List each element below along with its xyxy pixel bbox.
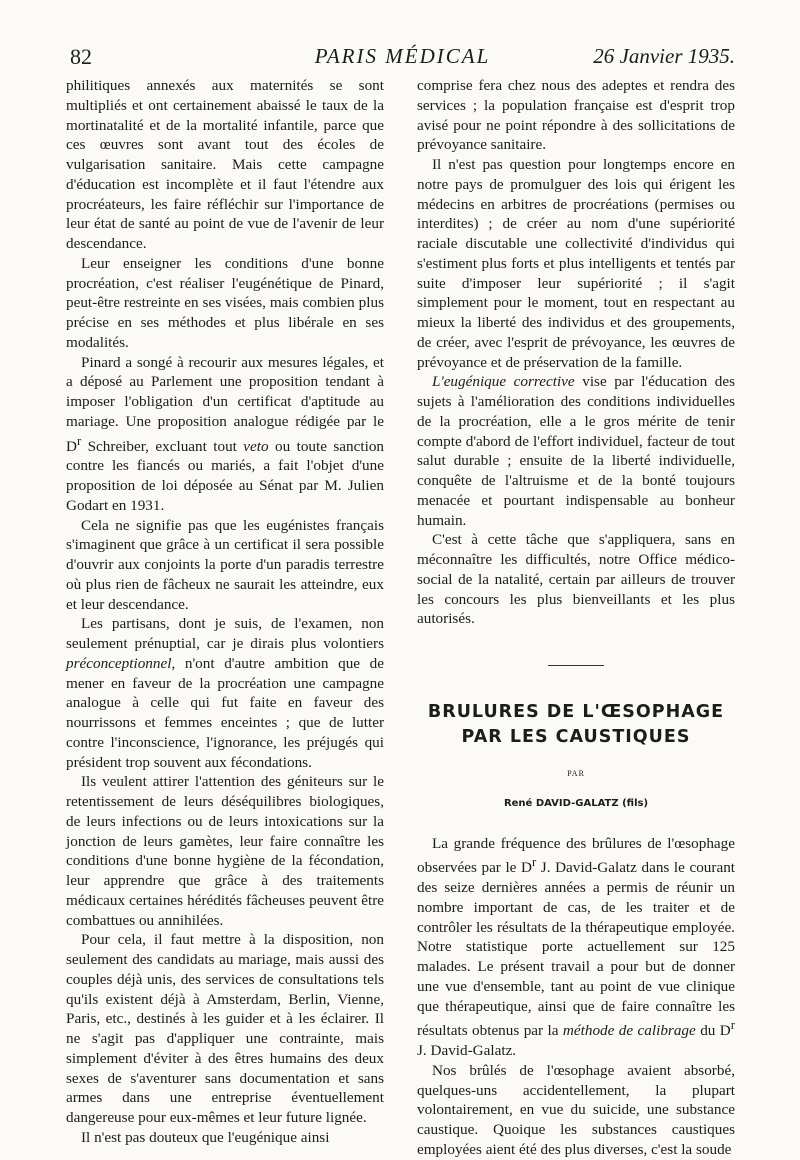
italic-term: préconceptionnel <box>66 654 172 672</box>
article-author: René DAVID-GALATZ (fils) <box>503 797 649 809</box>
italic-term: veto <box>243 437 269 455</box>
byline-par: PAR <box>567 769 585 778</box>
text-run: ou toute sanction contre les fiancés ou mariés, a fait l'objet d'une proposition de loi déposée au Sénat par M. Julien Godart en 1931. <box>66 437 385 514</box>
paragraph: philitiques annexés aux maternités se sont multipliés et ont certainement abaissé le taux de la mortinatalité et de la mortalité infantile, parce que ces œuvres sont avant tout des écoles de vulgarisation sanitaire. Mais cette campagne d'éducation est incomplète et il faut l'étendre aux procréateurs, les faire réfléchir sur l'importance de leur état de santé au point de vue de l'avenir de leur descendance. <box>66 77 384 252</box>
paragraph <box>417 372 735 530</box>
article-title-line: PAR LES CAUSTIQUES <box>461 727 691 747</box>
italic-term: L'eugénique corrective <box>432 373 575 391</box>
text-run: vise par l'éducation des sujets à l'amélioration des conditions individuelles de la procréation, elle a le gros mérite de tenir compte d'abord de l'effort individuel, facteur de tout salut durable ; ensuite de la liberté individuelle, conquête de l'altruisme et de la bonté toujours menacée et pourtant indispensable au bonheur humain. <box>417 373 735 529</box>
text-run: du D <box>695 1022 731 1040</box>
article-title <box>417 700 735 750</box>
section-divider <box>548 665 604 666</box>
text-run: La grande fréquence des brûlures de l'œsophage observées par le D <box>417 834 735 877</box>
text-run: Schreiber, excluant tout <box>81 437 244 455</box>
paragraph: Cela ne signifie pas que les eugénistes français s'imaginent que grâce à un certificat il sera possible d'ouvrir aux conjoints la porte d'un paradis terrestre où plus rien de fâcheux ne saurait les atteindre, eux et leur descendance. <box>66 516 384 613</box>
superscript: r <box>730 1018 735 1033</box>
paragraph: Leur enseigner les conditions d'une bonne procréation, c'est réaliser l'eugénétique de Pinard, peut-être restreinte en ses visées, mais combien plus précise en ses méthodes et plus libérale en ses modalités. <box>66 254 384 351</box>
paragraph <box>66 614 384 772</box>
superscript: r <box>76 433 82 448</box>
text-run: Les partisans, dont je suis, de l'examen, non seulement prénuptial, car je dirais plus volontiers <box>66 615 384 653</box>
paragraph: Nos brûlés de l'œsophage avaient absorbé, quelques-uns accidentellement, la plupart volontairement, en vue du suicide, une substance caustique. Quoique les substances caustiques employées aient été des plus diverses, c'est la soude <box>417 1061 735 1158</box>
paragraph: comprise fera chez nous des adeptes et rendra des services ; la population française est d'esprit trop avisé pour ne point répondre à des sollicitations de prévoyance sanitaire. <box>417 77 735 154</box>
italic-term: méthode de calibrage <box>562 1022 696 1040</box>
text-run: Pinard a songé à recourir aux mesures légales, et a déposé au Parlement une proposition tendant à imposer l'obligation d'un certificat d'aptitude au mariage. Une proposition analogue rédigée par le D <box>66 353 384 455</box>
paragraph <box>417 834 735 1061</box>
superscript: r <box>531 855 537 870</box>
left-column <box>66 76 384 1148</box>
paragraph: Pour cela, il faut mettre à la disposition, non seulement des candidats au mariage, mais aussi des couples déjà unis, des services de consultations tels qu'ils existent déjà à Amsterdam, Berlin, Vienne, Paris, etc., destinés à les guider et à les éclairer. Il ne s'agit pas d'appliquer une contrainte, mais simplement d'éviter à des êtres humains des deux sexes de s'aventurer sans documentation et sans armes dans une entreprise éventuellement dangereuse pour eux-mêmes et leur future lignée. <box>66 931 384 1127</box>
running-header <box>70 40 735 74</box>
text-run: , n'ont d'autre ambition que de mener en faveur de la procréation une campagne analogue à celle qui fut faite en faveur des nourrissons et femmes enceintes ; que de lutter contre l'inconscience, l'ignorance, les préjugés qui président trop souvent aux fécondations. <box>66 654 384 771</box>
paragraph: Il n'est pas question pour longtemps encore en notre pays de promulguer des lois qui érigent les médecins en arbitres de procréations (permises ou interdites) ; de créer au nom d'une supériorité raciale discutable une collectivité d'individus qui s'estiment plus forts et plus intelligents et tentés par suite d'imposer leur supériorité ; il s'agit simplement pour le moment, tout en respectant au mieux la liberté des individus et des groupements, de créer, avec l'esprit de prévoyance, les œuvres de prévoyance et de préservation de la famille. <box>417 156 735 371</box>
paragraph: Ils veulent attirer l'attention des géniteurs sur le retentissement de leurs déséquilibres biologiques, de leurs infections ou de leurs intoxications sur la jonction de leurs gamètes, leur faire connaître les conditions d'une bonne hygiène de la fécondation, leur apprendre que grâce à des traitements médicaux certaines hérédités fâcheuses peuvent être combattues ou annihilées. <box>66 773 384 929</box>
text-run: J. David-Galatz. <box>417 1042 517 1060</box>
paragraph: Il n'est pas douteux que l'eugénique ainsi <box>81 1128 330 1146</box>
text-run: J. David-Galatz dans le courant des seize dernières années a permis de réunir un nombre important de cas, de les traiter et de contrôler les résultats de la thérapeutique employée. Notre statistique porte actuellement sur 125 malades. Le présent travail a pour but de donner une vue d'ensemble, tant au point de vue clinique que thérapeutique, ainsi que de faire connaître les résultats obtenus par la <box>417 859 736 1040</box>
right-column <box>417 76 735 1160</box>
issue-date: 26 Janvier 1935. <box>593 44 735 68</box>
page-number: 82 <box>70 44 92 69</box>
paragraph <box>66 353 384 516</box>
paragraph: C'est à cette tâche que s'appliquera, sans en méconnaître les difficultés, notre Office médico-social de la natalité, certain par ailleurs de trouver les concours les plus bienveillants et les plus autorisés. <box>417 531 735 628</box>
journal-title: PARIS MÉDICAL <box>314 44 491 68</box>
article-title-line: BRULURES DE L'ŒSOPHAGE <box>427 702 725 722</box>
